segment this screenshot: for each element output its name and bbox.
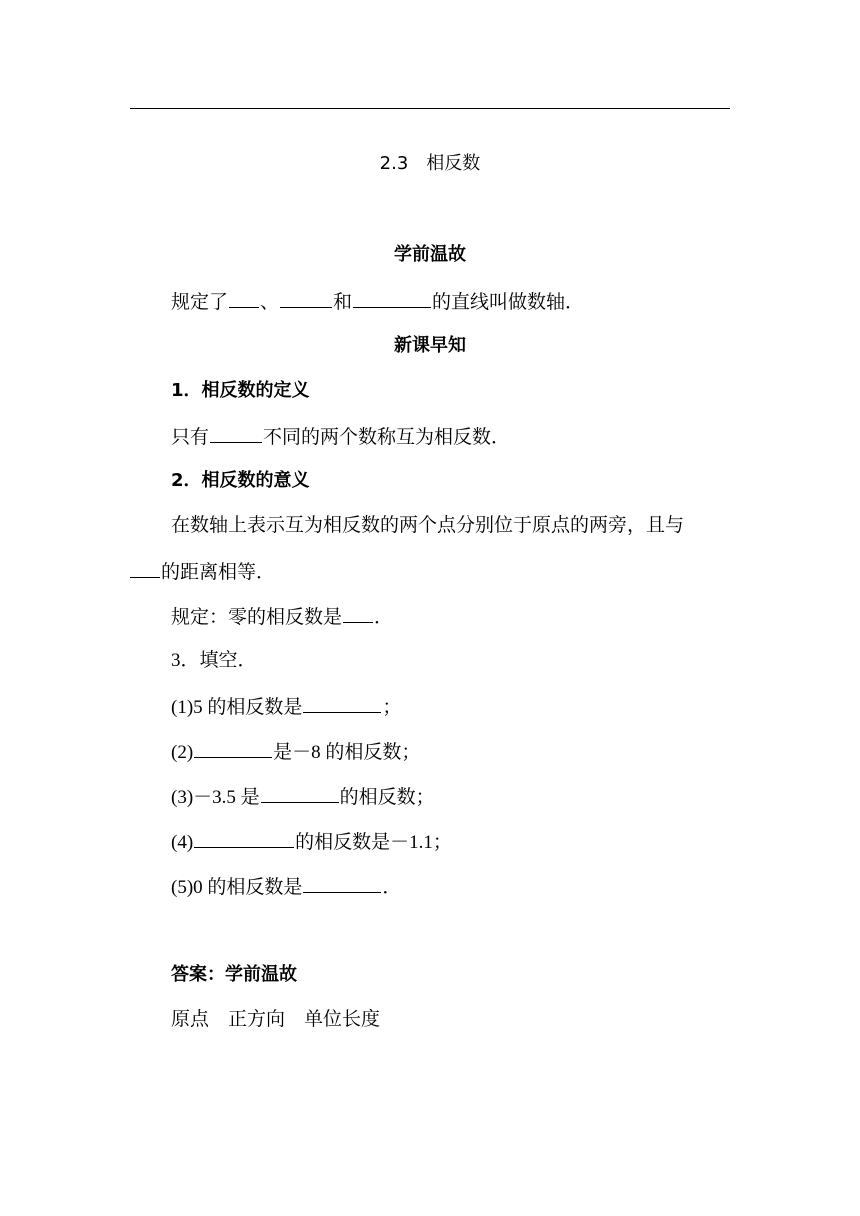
item1-text-2: 不同的两个数称互为相反数．: [263, 427, 511, 448]
blank-field: [280, 289, 332, 308]
fill-item-5: [130, 874, 730, 900]
fill-item-prefix: (4): [171, 832, 194, 853]
item2-text-line2-suffix: 的距离相等．: [161, 562, 276, 583]
blank-field: [210, 424, 262, 443]
fill-item-3: [130, 784, 730, 810]
fill-item-prefix: (3)－3.5 是: [171, 787, 260, 808]
blank-field: [194, 829, 294, 848]
blank-field: [261, 784, 339, 803]
header-rule: [130, 108, 730, 109]
fill-item-prefix: (1)5 的相反数是: [171, 697, 303, 718]
review-text-3: 和: [333, 292, 353, 313]
fill-item-suffix: 是－8 的相反数；: [273, 742, 421, 763]
fill-item-suffix: ．: [382, 877, 402, 898]
item2-text-line1: 在数轴上表示互为相反数的两个点分别位于原点的两旁，且与: [171, 515, 685, 536]
blank-field: [130, 559, 160, 578]
answer-heading: 答案：学前温故: [171, 964, 297, 985]
rule-text-1: 规定：零的相反数是: [171, 607, 343, 628]
answer-text: 原点 正方向 单位长度: [171, 1009, 381, 1030]
fill-item-2: [130, 739, 730, 765]
fill-item-1: [130, 694, 730, 720]
item3-heading: 3．填空．: [171, 650, 257, 671]
item2-text-line2: [130, 559, 730, 585]
fill-item-4: [130, 829, 730, 855]
fill-item-prefix: (5)0 的相反数是: [171, 877, 303, 898]
fill-item-prefix: (2): [171, 742, 194, 763]
rule-text-2: ．: [374, 607, 394, 628]
blank-field: [303, 874, 381, 893]
blank-field: [343, 604, 373, 623]
review-text-4: 的直线叫做数轴．: [432, 292, 585, 313]
blank-field: [353, 289, 431, 308]
item1-text-1: 只有: [171, 427, 210, 448]
new-lesson-heading: 新课早知: [394, 335, 466, 356]
item2-heading: 2．相反数的意义: [171, 470, 310, 491]
blank-field: [303, 694, 381, 713]
fill-item-suffix: 的相反数；: [339, 787, 435, 808]
fill-item-suffix: 的相反数是－1.1；: [295, 832, 452, 853]
page-title: 2.3 相反数: [379, 153, 481, 174]
review-text-2: 、: [260, 292, 280, 313]
rule-text: [130, 604, 730, 630]
fill-item-suffix: ；: [382, 697, 402, 718]
review-line: [130, 289, 730, 315]
review-text-1: 规定了: [171, 292, 229, 313]
blank-field: [194, 739, 272, 758]
blank-field: [229, 289, 259, 308]
item1-heading: 1．相反数的定义: [171, 380, 310, 401]
item1-text: [130, 424, 730, 450]
review-heading: 学前温故: [394, 244, 466, 265]
